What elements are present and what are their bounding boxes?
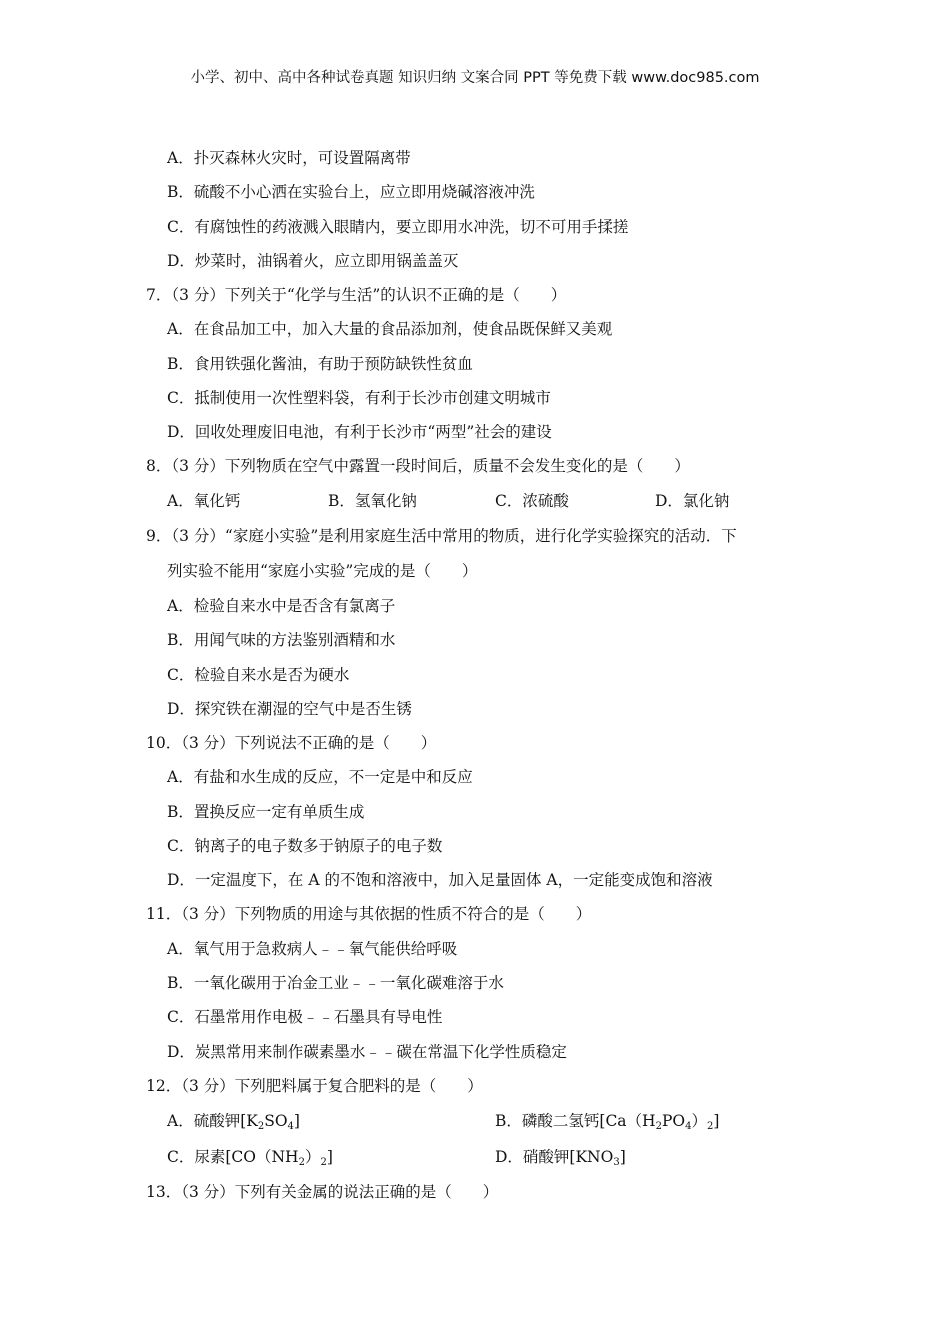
q11-stem: 11．（3 分）下列物质的用途与其依据的性质不符合的是（ ） [146,905,592,923]
q7-stem: 7．（3 分）下列关于“化学与生活”的认识不正确的是（ ） [146,286,567,304]
q9-option-b: B．用闻气味的方法鉴别酒精和水 [167,631,396,649]
q7-option-b: B．食用铁强化酱油，有助于预防缺铁性贫血 [167,355,473,373]
q6-option-a: A．扑灭森林火灾时，可设置隔离带 [167,149,411,167]
q9-stem-line1: 9．（3 分）“家庭小实验”是利用家庭生活中常用的物质，进行化学实验探究的活动．下 [146,527,737,545]
q8-stem: 8．（3 分）下列物质在空气中露置一段时间后，质量不会发生变化的是（ ） [146,457,690,475]
q10-stem: 10．（3 分）下列说法不正确的是（ ） [146,734,437,752]
q10-option-d: D．一定温度下，在 A 的不饱和溶液中，加入足量固体 A，一定能变成饱和溶液 [167,871,713,889]
q11-option-c: C．石墨常用作电极﹣﹣石墨具有导电性 [167,1008,443,1026]
page-header-banner: 小学、初中、高中各种试卷真题 知识归纳 文案合同 PPT 等免费下载 www.doc985.com [190,70,760,86]
q12-option-a: A．硫酸钾$[K_2SO_4]$ [167,1112,300,1132]
q8-option-d: D．氯化钠 [655,492,730,510]
q9-option-c: C．检验自来水是否为硬水 [167,666,350,684]
q6-option-d: D．炒菜时，油锅着火，应立即用锅盖盖灭 [167,252,459,270]
q12-option-c: C．尿素$[CO(NH_2)_2]$ [167,1148,333,1168]
q11-option-d: D．炭黑常用来制作碳素墨水﹣﹣碳在常温下化学性质稳定 [167,1043,567,1061]
q9-stem-line2: 列实验不能用“家庭小实验”完成的是（ ） [167,562,478,580]
q8-option-a: A．氧化钙 [167,492,241,510]
q9-option-d: D．探究铁在潮湿的空气中是否生锈 [167,700,412,718]
q7-option-a: A．在食品加工中，加入大量的食品添加剂，使食品既保鲜又美观 [167,320,613,338]
q9-option-a: A．检验自来水中是否含有氯离子 [167,597,396,615]
q11-option-a: A．氧气用于急救病人﹣﹣氧气能供给呼吸 [167,940,458,958]
q8-option-c: C．浓硫酸 [495,492,569,510]
q13-stem: 13．（3 分）下列有关金属的说法正确的是（ ） [146,1183,499,1201]
q11-option-b: B．一氧化碳用于冶金工业﹣﹣一氧化碳难溶于水 [167,974,504,992]
q7-option-d: D．回收处理废旧电池，有利于长沙市“两型”社会的建设 [167,423,552,441]
q7-option-c: C．抵制使用一次性塑料袋，有利于长沙市创建文明城市 [167,389,551,407]
q6-option-c: C．有腐蚀性的药液溅入眼睛内，要立即用水冲洗，切不可用手揉搓 [167,218,629,236]
q8-option-b: B．氢氧化钠 [328,492,417,510]
q10-option-a: A．有盐和水生成的反应，不一定是中和反应 [167,768,473,786]
q12-option-d: D．硝酸钾$[KNO_3]$ [495,1148,626,1168]
q12-stem: 12．（3 分）下列肥料属于复合肥料的是（ ） [146,1077,483,1095]
q10-option-b: B．置换反应一定有单质生成 [167,803,365,821]
q6-option-b: B．硫酸不小心洒在实验台上，应立即用烧碱溶液冲洗 [167,183,535,201]
q10-option-c: C．钠离子的电子数多于钠原子的电子数 [167,837,443,855]
q12-option-b: B．磷酸二氢钙$[Ca(H_2PO_4)_2]$ [495,1112,720,1132]
